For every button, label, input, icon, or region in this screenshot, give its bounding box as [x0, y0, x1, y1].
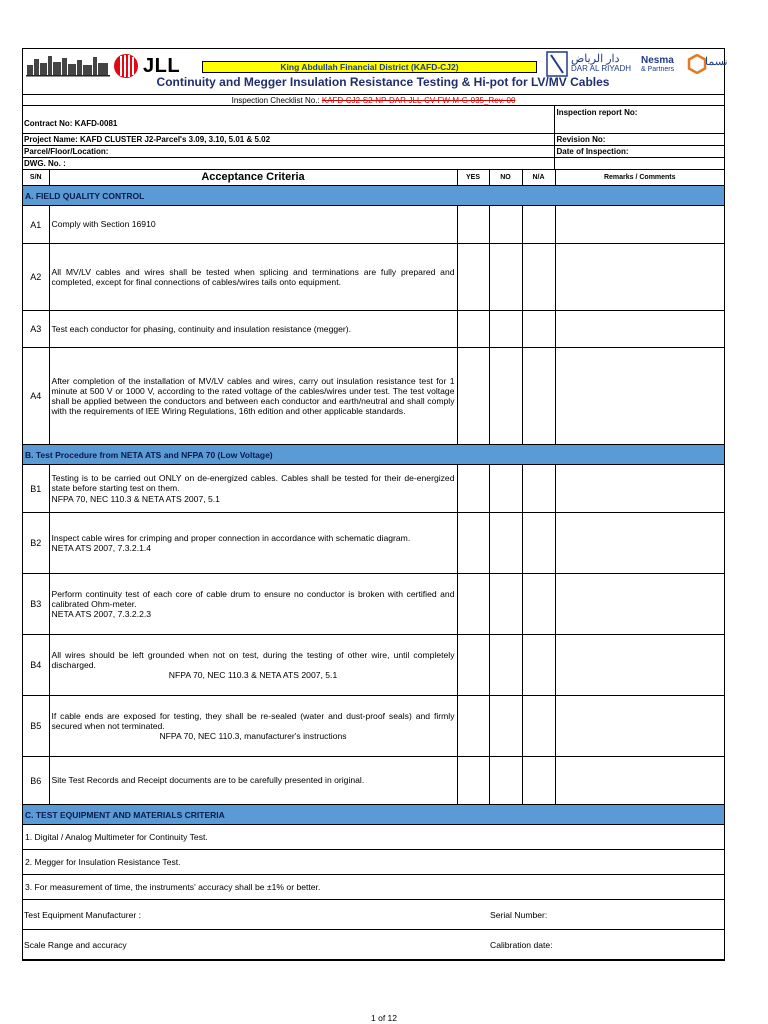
criteria-row [23, 311, 724, 348]
col-na: N/A [522, 170, 555, 186]
project-info-table [23, 106, 724, 170]
criteria-row [23, 465, 724, 513]
row-sn: B5 [23, 696, 49, 757]
na-checkbox[interactable] [522, 244, 555, 311]
yes-checkbox[interactable] [457, 244, 489, 311]
yes-checkbox[interactable] [457, 513, 489, 574]
no-checkbox[interactable] [489, 348, 522, 445]
row-sn: B3 [23, 574, 49, 635]
row-reference: NETA ATS 2007, 7.3.2.2.3 [51, 609, 152, 620]
scale-range-field[interactable]: Scale Range and accuracy [23, 930, 489, 960]
scale-range-row [23, 930, 724, 960]
criteria-row [23, 635, 724, 696]
dar-latin-text: DAR AL RIYADH [571, 64, 632, 73]
row-criteria-text: Test each conductor for phasing, continuity and insulation resistance (megger). [49, 311, 457, 348]
row-criteria-text: All wires should be left grounded when not on test, during the testing of other wire, until completely discharged. [51, 649, 455, 670]
calibration-date-field[interactable]: Calibration date: [489, 930, 724, 960]
kafd-label: King Abdullah Financial District (KAFD-CJ2) [202, 61, 537, 73]
row-sn: B2 [23, 513, 49, 574]
col-yes: YES [457, 170, 489, 186]
row-sn: A1 [23, 206, 49, 244]
equipment-criteria-text: 3. For measurement of time, the instruments' accuracy shall be ±1% or better. [23, 875, 724, 900]
remarks-cell[interactable] [555, 513, 724, 574]
row-sn: B6 [23, 757, 49, 805]
row-sn: B1 [23, 465, 49, 513]
criteria-row [23, 206, 724, 244]
row-reference: NETA ATS 2007, 7.3.2.1.4 [51, 543, 152, 553]
no-checkbox[interactable] [489, 465, 522, 513]
row-criteria-text: Testing is to be carried out ONLY on de-energized cables. Cables shall be tested for their de-energized state before starting test on them. [51, 473, 455, 494]
checklist-number: KAFD-CJ2-S2-NP-DAR-JLL-CV-FW-M-G-035_Rev. 00 [321, 96, 516, 105]
yes-checkbox[interactable] [457, 465, 489, 513]
hexagon-icon [687, 54, 707, 74]
na-checkbox[interactable] [522, 311, 555, 348]
section-a-header: A. FIELD QUALITY CONTROL [23, 186, 724, 206]
equipment-criteria-text: 1. Digital / Analog Multimeter for Continuity Test. [23, 825, 724, 850]
remarks-cell[interactable] [555, 465, 724, 513]
remarks-cell[interactable] [555, 635, 724, 696]
remarks-cell[interactable] [555, 348, 724, 445]
yes-checkbox[interactable] [457, 348, 489, 445]
row-criteria-text: Inspect cable wires for crimping and proper connection in accordance with schematic diagram. [51, 532, 411, 543]
remarks-cell[interactable] [555, 696, 724, 757]
row-criteria-text: All MV/LV cables and wires shall be tested when splicing and terminations are fully prepared and completed, except for final connections of cables/wires tails onto equipment. [49, 244, 457, 311]
no-checkbox[interactable] [489, 635, 522, 696]
equipment-criteria-text: 2. Megger for Insulation Resistance Test. [23, 850, 724, 875]
no-checkbox[interactable] [489, 757, 522, 805]
jll-mark-icon [113, 53, 141, 79]
serial-number-field[interactable]: Serial Number: [489, 900, 724, 930]
na-checkbox[interactable] [522, 635, 555, 696]
no-checkbox[interactable] [489, 574, 522, 635]
col-remarks: Remarks / Comments [555, 170, 724, 186]
na-checkbox[interactable] [522, 574, 555, 635]
document-title: Continuity and Megger Insulation Resistance Testing & Hi-pot for LV/MV Cables [156, 75, 610, 89]
criteria-row [23, 757, 724, 805]
remarks-cell[interactable] [555, 244, 724, 311]
checklist-number-row [23, 95, 724, 106]
nesma-arabic-text: نسما [705, 56, 728, 68]
yes-checkbox[interactable] [457, 311, 489, 348]
criteria-row [23, 348, 724, 445]
project-name: Project Name: KAFD CLUSTER J2-Parcel's 3.09, 3.10, 5.01 & 5.02 [23, 133, 554, 145]
row-reference: NFPA 70, NEC 110.3, manufacturer's instructions [159, 731, 347, 742]
city-skyline-icon [25, 53, 111, 79]
criteria-row [23, 244, 724, 311]
na-checkbox[interactable] [522, 465, 555, 513]
row-criteria-text: Site Test Records and Receipt documents are to be carefully presented in original. [49, 757, 457, 805]
no-checkbox[interactable] [489, 696, 522, 757]
row-reference: NFPA 70, NEC 110.3 & NETA ATS 2007, 5.1 [51, 493, 220, 504]
col-acceptance-criteria: Acceptance Criteria [49, 170, 457, 186]
row-sn: A3 [23, 311, 49, 348]
no-checkbox[interactable] [489, 311, 522, 348]
equipment-manufacturer-row [23, 900, 724, 930]
dar-arabic-text: دار الرياض [571, 53, 620, 65]
criteria-row [23, 513, 724, 574]
inspection-date-field[interactable]: Date of Inspection: [554, 145, 724, 157]
no-checkbox[interactable] [489, 244, 522, 311]
section-b-header: B. Test Procedure from NETA ATS and NFPA 70 (Low Voltage) [23, 445, 724, 465]
row-criteria-text: After completion of the installation of MV/LV cables and wires, carry out insulation resistance test for 1 minute at 500 V or 1000 V, according to the rated voltage of the cables/wires under test. The test voltage shall be applied between the conductors and between each conductor and earth/neutral and shall comply with the requirements of IEE Wiring Regulations, 16th edition and other applicable standards. [49, 348, 457, 445]
remarks-cell[interactable] [555, 311, 724, 348]
dar-mark-icon [546, 51, 568, 77]
page-number: 1 of 12 [371, 1013, 397, 1023]
equipment-criteria-row [23, 875, 724, 900]
na-checkbox[interactable] [522, 348, 555, 445]
equipment-criteria-row [23, 825, 724, 850]
document-header [23, 49, 728, 95]
na-checkbox[interactable] [522, 513, 555, 574]
inspection-checklist-sheet [22, 48, 728, 961]
revision-field[interactable]: Revision No: [554, 133, 724, 145]
criteria-row [23, 696, 724, 757]
parcel-location-field[interactable]: Parcel/Floor/Location: [23, 145, 554, 157]
criteria-row [23, 574, 724, 635]
row-criteria-text: Comply with Section 16910 [49, 206, 457, 244]
contract-number: Contract No: KAFD-0081 [23, 106, 554, 133]
na-checkbox[interactable] [522, 696, 555, 757]
row-sn: A2 [23, 244, 49, 311]
col-sn: S/N [23, 170, 49, 186]
drawing-number-field[interactable]: DWG. No. : [23, 157, 554, 169]
no-checkbox[interactable] [489, 513, 522, 574]
equipment-criteria-row [23, 850, 724, 875]
jll-wordmark: JLL [143, 54, 181, 77]
yes-checkbox[interactable] [457, 696, 489, 757]
equipment-manufacturer-field[interactable]: Test Equipment Manufacturer : [23, 900, 489, 930]
row-sn: A4 [23, 348, 49, 445]
inspection-report-field[interactable]: Inspection report No: [554, 106, 724, 133]
row-sn: B4 [23, 635, 49, 696]
remarks-cell[interactable] [555, 574, 724, 635]
nesma-wordmark: Nesma [641, 55, 674, 66]
remarks-cell[interactable] [555, 757, 724, 805]
section-c-header: C. TEST EQUIPMENT AND MATERIALS CRITERIA [23, 805, 724, 825]
yes-checkbox[interactable] [457, 574, 489, 635]
na-checkbox[interactable] [522, 206, 555, 244]
row-criteria-text: Perform continuity test of each core of cable drum to ensure no conductor is broken with certified and calibrated Ohm-meter. [51, 588, 455, 609]
row-reference: NFPA 70, NEC 110.3 & NETA ATS 2007, 5.1 [168, 670, 338, 681]
acceptance-criteria-table [23, 170, 724, 961]
yes-checkbox[interactable] [457, 206, 489, 244]
row-criteria-text: If cable ends are exposed for testing, they shall be re-sealed (water and dust-proof seals) and firmly secured when not terminated. [51, 710, 455, 731]
yes-checkbox[interactable] [457, 635, 489, 696]
nesma-logo [641, 51, 728, 77]
dar-al-riyadh-logo [546, 51, 641, 77]
no-checkbox[interactable] [489, 206, 522, 244]
remarks-cell[interactable] [555, 206, 724, 244]
col-no: NO [489, 170, 522, 186]
nesma-subtitle: & Partners [641, 66, 675, 73]
na-checkbox[interactable] [522, 757, 555, 805]
checklist-label: Inspection Checklist No.: [231, 96, 320, 105]
kafd-logo [25, 53, 111, 79]
column-header-row [23, 170, 724, 186]
yes-checkbox[interactable] [457, 757, 489, 805]
